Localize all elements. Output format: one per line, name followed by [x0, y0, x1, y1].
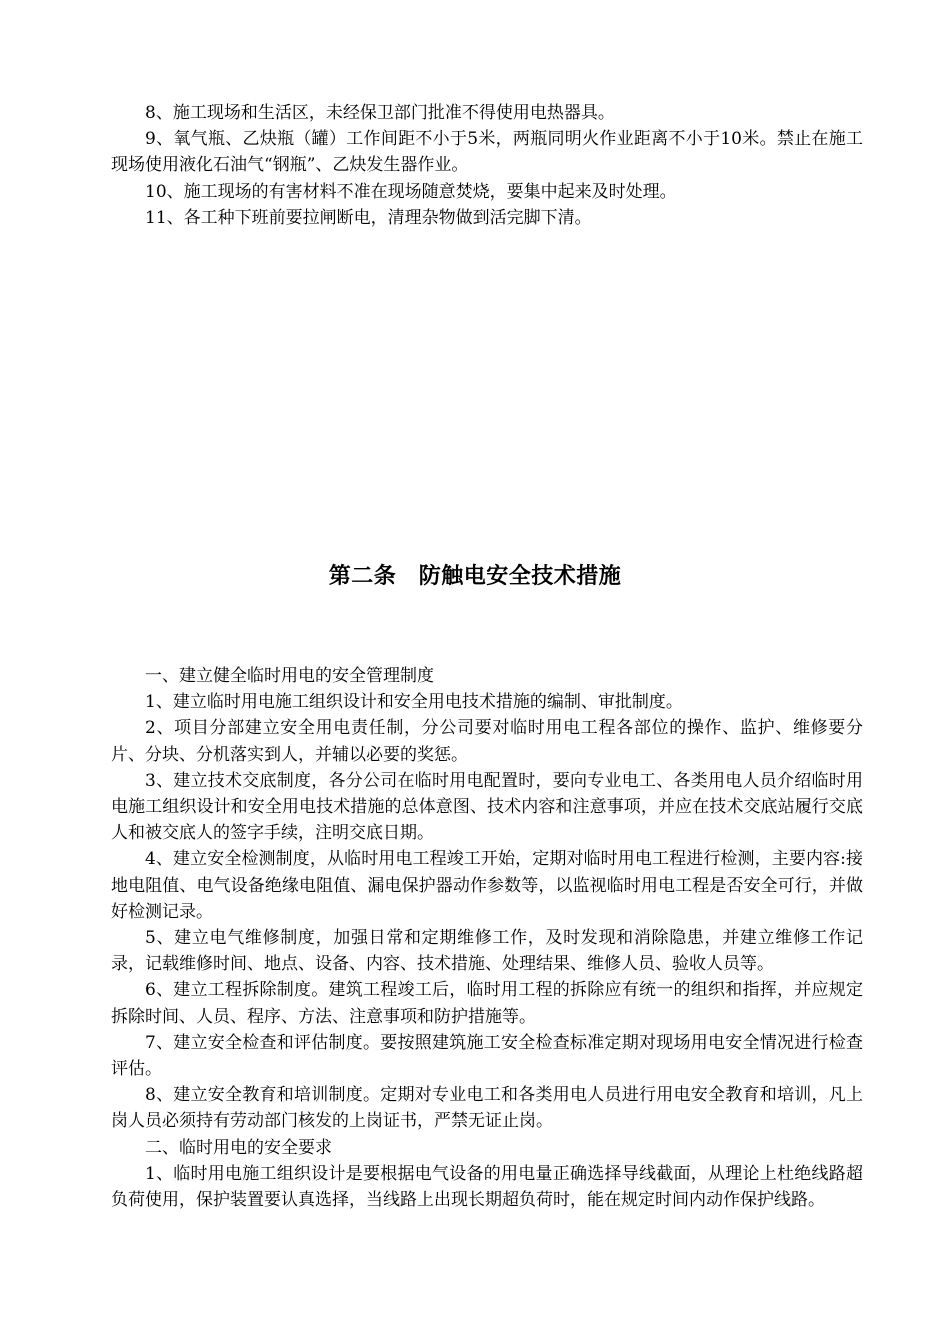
paragraph-item-9: 9、氧气瓶、乙炔瓶（罐）工作间距不小于5米，两瓶同明火作业距离不小于10米。禁止在施工现场使用液化石油气“钢瓶”、乙炔发生器作业。	[111, 129, 863, 176]
paragraph-item-8: 8、施工现场和生活区，未经保卫部门批准不得使用电热器具。	[145, 103, 615, 123]
paragraph-item-10: 10、施工现场的有害材料不准在现场随意焚烧，要集中起来及时处理。	[145, 181, 677, 202]
paragraph-requirement-1: 1、临时用电施工组织设计是要根据电气设备的用电量正确选择导线截面，从理论上杜绝线路超负荷使用，保护装置要认真选择，当线路上出现长期超负荷时，能在规定时间内动作保护线路。	[111, 1163, 863, 1211]
top-section	[111, 100, 863, 231]
paragraph-system-7: 7、建立安全检查和评估制度。要按照建筑施工安全检查标准定期对现场用电安全情况进行检查评估。	[111, 1032, 863, 1080]
paragraph-system-8: 8、建立安全教育和培训制度。定期对专业电工和各类用电人员进行用电安全教育和培训，凡上岗人员必须持有劳动部门核发的上岗证书，严禁无证止岗。	[111, 1085, 863, 1132]
paragraph-system-6: 6、建立工程拆除制度。建筑工程竣工后，临时用工程的拆除应有统一的组织和指挥，并应规定拆除时间、人员、程序、方法、注意事项和防护措施等。	[111, 980, 863, 1027]
subheading-safety-requirements: 二、临时用电的安全要求	[145, 1137, 332, 1158]
paragraph-system-3: 3、建立技术交底制度，各分公司在临时用电配置时，要向专业电工、各类用电人员介绍临时用电施工组织设计和安全用电技术措施的总体意图、技术内容和注意事项，并应在技术交底站履行交底人和被交底人的签字手续，注明交底日期。	[111, 770, 863, 844]
paragraph-system-4: 4、建立安全检测制度，从临时用电工程竣工开始，定期对临时用电工程进行检测，主要内容:接地电阻值、电气设备绝缘电阻值、漏电保护器动作参数等，以监视临时用电工程是否安全可行，并做好检测记录。	[111, 849, 863, 922]
paragraph-system-2: 2、项目分部建立安全用电责任制，分公司要对临时用电工程各部位的操作、监护、维修要分片、分块、分机落实到人，并辅以必要的奖惩。	[111, 718, 863, 765]
subheading-management-system: 一、建立健全临时用电的安全管理制度	[145, 666, 434, 686]
paragraph-system-1: 1、建立临时用电施工组织设计和安全用电技术措施的编制、审批制度。	[145, 692, 683, 713]
section-title: 第二条 防触电安全技术措施	[328, 564, 622, 589]
paragraph-item-11: 11、各工种下班前要拉闸断电，清理杂物做到活完脚下清。	[145, 207, 592, 228]
bottom-section	[111, 663, 863, 1213]
paragraph-system-5: 5、建立电气维修制度，加强日常和定期维修工作，及时发现和消除隐患，并建立维修工作记录，记载维修时间、地点、设备、内容、技术措施、处理结果、维修人员、验收人员等。	[111, 928, 863, 975]
